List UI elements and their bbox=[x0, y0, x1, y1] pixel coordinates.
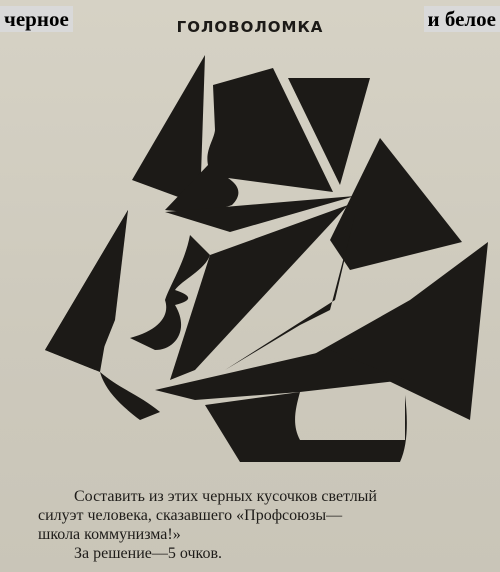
corner-label-right: и белое bbox=[424, 6, 500, 32]
caption-prize: За решение—5 очков. bbox=[74, 545, 223, 562]
puzzle-pieces bbox=[0, 45, 500, 485]
puzzle-title: ГОЛОВОЛОМКА bbox=[176, 18, 324, 36]
piece-right-large-triangle bbox=[330, 138, 462, 270]
caption-line-1: Составить из этих черных кусочков светлый bbox=[74, 488, 377, 505]
piece-bottom-block bbox=[205, 392, 407, 462]
piece-left-wedge bbox=[45, 210, 128, 370]
puzzle-caption bbox=[38, 487, 488, 563]
corner-label-left: черное bbox=[0, 6, 73, 32]
caption-line-3: школа коммунизма!» bbox=[38, 526, 181, 543]
caption-line-2: силуэт человека, сказавшего «Профсоюзы— bbox=[38, 507, 343, 524]
piece-bottom-right-wing bbox=[295, 242, 488, 420]
piece-lower-left-arm bbox=[100, 372, 160, 420]
